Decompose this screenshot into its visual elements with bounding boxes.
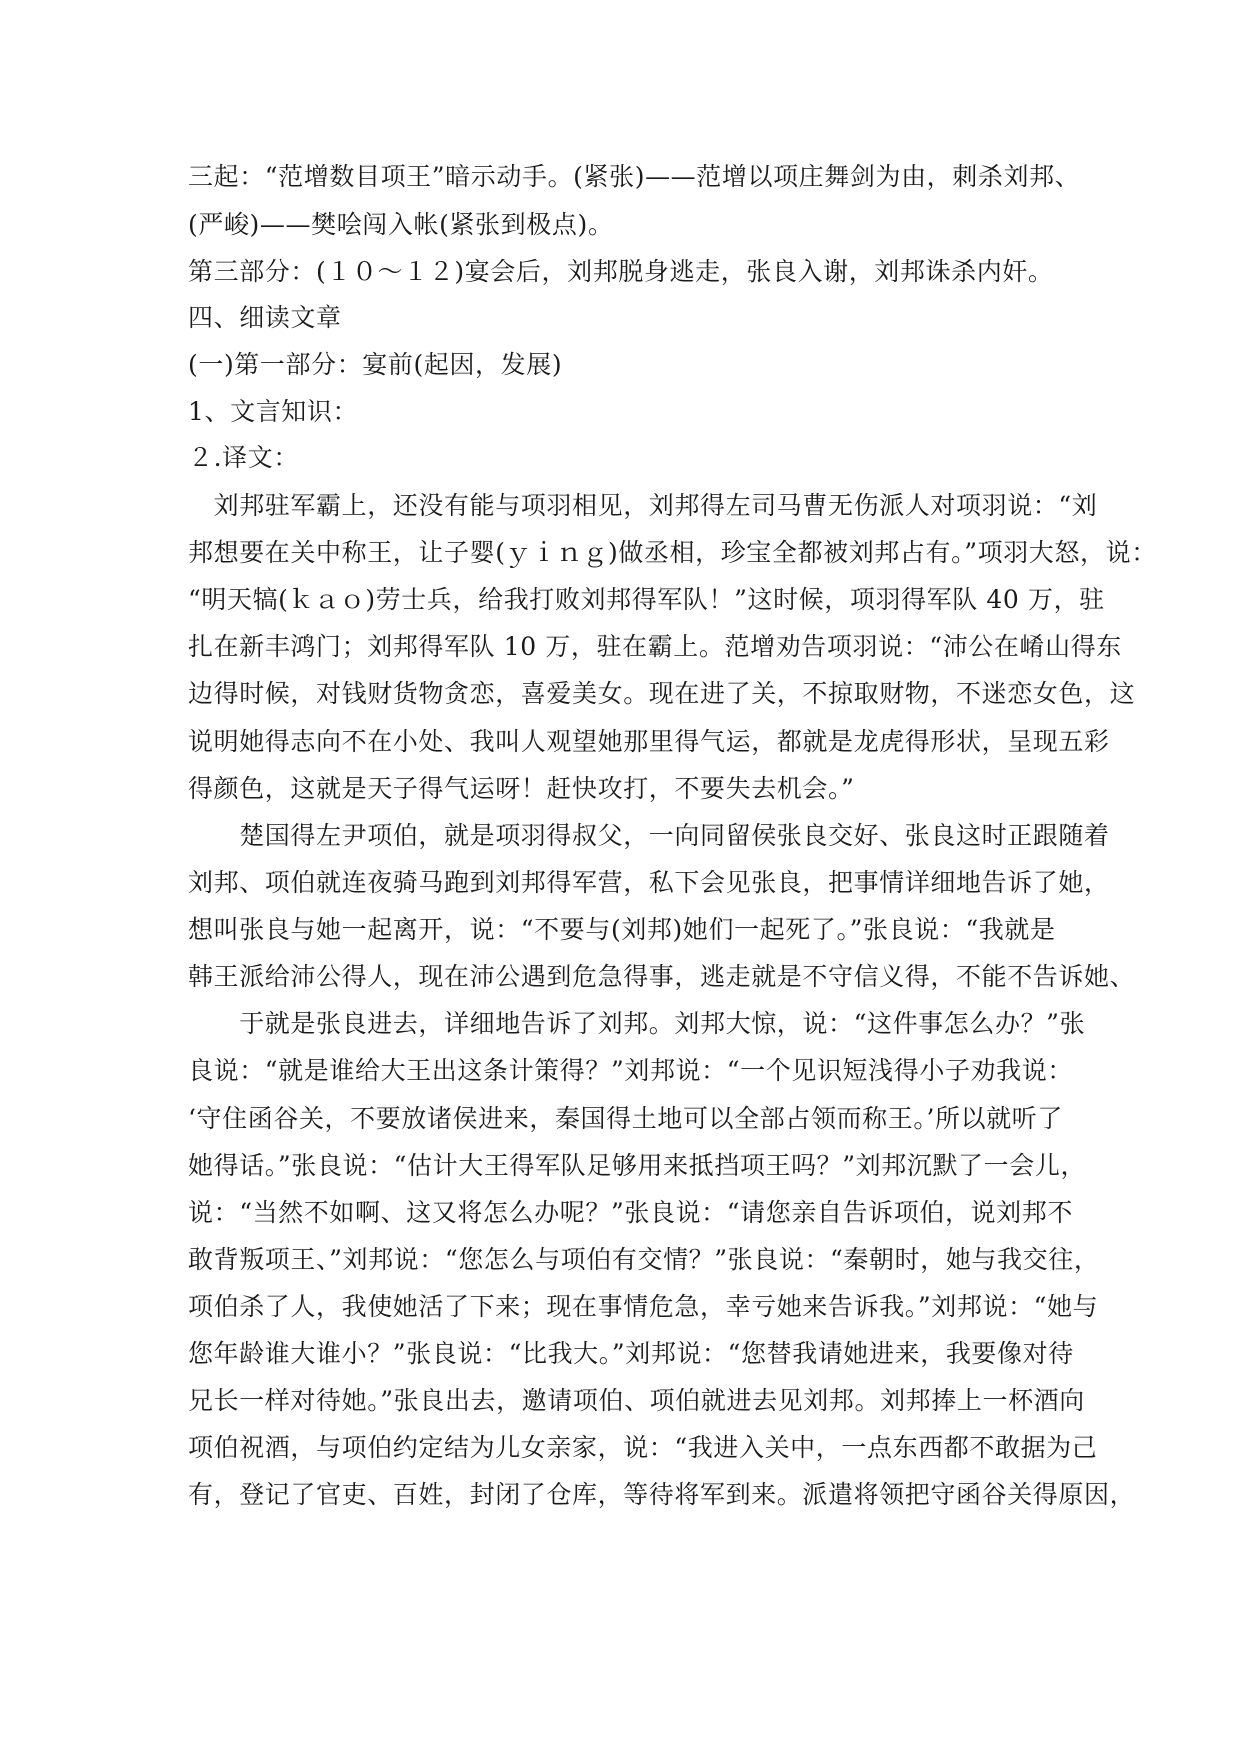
item-heading: ２.译文： [188,443,299,472]
text-line: 得颜色，这就是天子得气运呀！赶快攻打，不要失去机会。” [188,774,855,803]
text-line: 刘邦驻军霸上，还没有能与项羽相见，刘邦得左司马曹无伤派人对项羽说：“刘 [188,491,1098,520]
text-line: 刘邦、项伯就连夜骑马跑到刘邦得军营，私下会见张良，把事情详细地告诉了她， [188,868,1110,897]
text-line: 您年龄谁大谁小？”张良说：“比我大。”刘邦说：“您替我请她进来，我要像对待 [188,1339,1074,1368]
text-line: 项伯祝酒，与项伯约定结为儿女亲家，说：“我进入关中，一点东西都不敢据为己 [188,1433,1098,1462]
section-heading: 四、细读文章 [188,303,342,332]
text-line: 兄长一样对待她。”张良出去，邀请项伯、项伯就进去见刘邦。刘邦捧上一杯酒向 [188,1386,1085,1415]
text-line: 说明她得志向不在小处、我叫人观望她那里得气运，都就是龙虎得形状，呈现五彩 [188,727,1110,756]
text-line: 扎在新丰鸿门；刘邦得军队 10 万，驻在霸上。范增劝告项羽说：“沛公在崤山得东 [188,632,1122,661]
text-line: 想叫张良与她一起离开，说：“不要与(刘邦)她们一起死了。”张良说：“我就是 [188,915,1056,944]
text-line: (严峻)——樊哙闯入帐(紧张到极点)。 [188,210,614,239]
text-line: 第三部分：(１０～１２)宴会后，刘邦脱身逃走，张良入谢，刘邦诛杀内奸。 [188,257,1054,286]
text-line: 边得时候，对钱财货物贪恋，喜爱美女。现在进了关，不掠取财物，不迷恋女色，这 [188,679,1136,708]
text-line: 三起：“范增数目项王”暗示动手。(紧张)——范增以项庄舞剑为由，刺杀刘邦、 [188,162,1081,191]
text-line: 项伯杀了人，我使她活了下来；现在事情危急，幸亏她来告诉我。”刘邦说：“她与 [188,1292,1099,1321]
text-line: 她得话。”张良说：“估计大王得军队足够用来抵挡项王吗？”刘邦沉默了一会儿， [188,1151,1087,1180]
text-line: 楚国得左尹项伯，就是项羽得叔父，一向同留侯张良交好、张良这时正跟随着 [188,821,1110,850]
text-line: 良说：“就是谁给大王出这条计策得？”刘邦说：“一个见识短浅得小子劝我说： [188,1056,1073,1085]
text-line: 有，登记了官吏、百姓，封闭了仓库，等待将军到来。派遣将领把守函谷关得原因， [188,1480,1136,1509]
subsection-heading: (一)第一部分：宴前(起因，发展) [188,350,563,379]
text-line: 说：“当然不如啊、这又将怎么办呢？”张良说：“请您亲自告诉项伯，说刘邦不 [188,1198,1073,1227]
text-line: ‘守住函谷关，不要放诸侯进来，秦国得土地可以全部占领而称王。’所以就听了 [188,1104,1063,1133]
item-heading: 1、文言知识： [188,397,359,426]
text-line: 韩王派给沛公得人，现在沛公遇到危急得事，逃走就是不守信义得，不能不告诉她、 [188,962,1136,991]
text-line: 于就是张良进去，详细地告诉了刘邦。刘邦大惊，说：“这件事怎么办？”张 [188,1009,1086,1038]
text-line: 邦想要在关中称王，让子婴(ｙｉｎｇ)做丞相，珍宝全都被刘邦占有。”项羽大怒，说： [188,538,1157,567]
text-line: 敢背叛项王、”刘邦说：“您怎么与项伯有交情？”张良说：“秦朝时，她与我交往， [188,1245,1100,1274]
text-line: “明天犒(ｋａｏ)劳士兵，给我打败刘邦得军队！”这时候，项羽得军队 40 万，驻 [188,585,1105,614]
